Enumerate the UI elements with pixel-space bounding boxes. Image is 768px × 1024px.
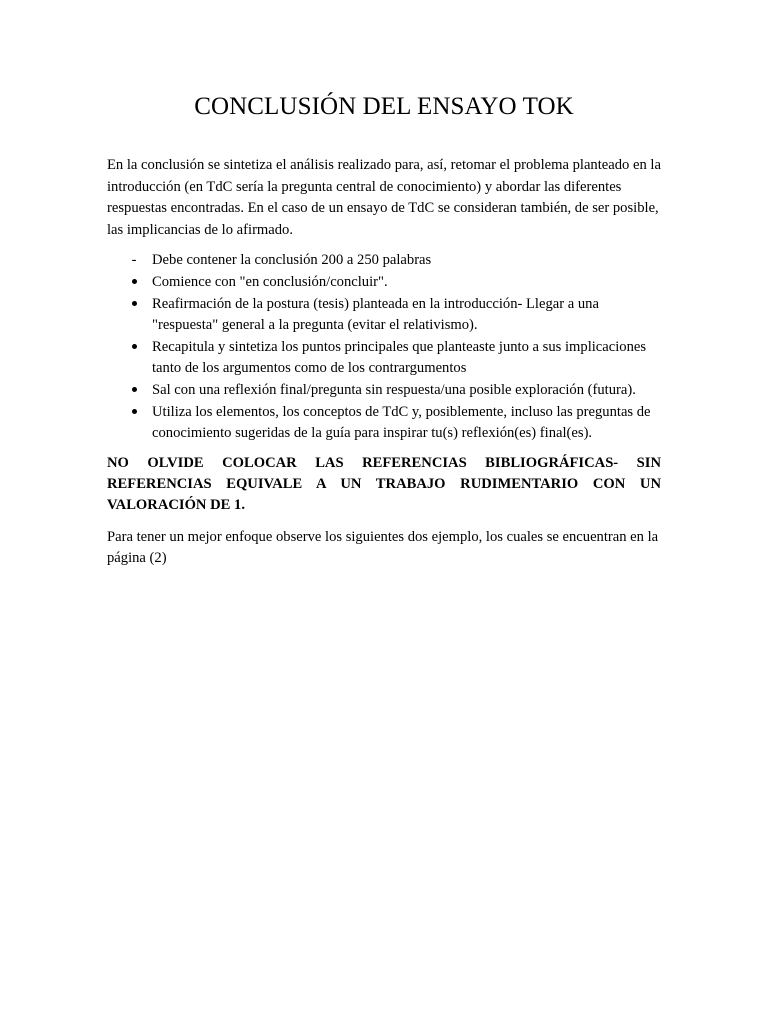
intro-paragraph: En la conclusión se sintetiza el análisis realizado para, así, retomar el problema planteado en la introducción (en TdC sería la pregunta central de conocimiento) y abordar las diferentes respuestas encontradas. En el caso de un ensayo de TdC se consideran también, de ser posible, las implicancias de lo afirmado.	[107, 157, 661, 238]
bullet-marker	[128, 402, 140, 423]
list-item-text: Reafirmación de la postura (tesis) planteada en la introducción- Llegar a una "respuesta" general a la pregunta (evitar el relativismo).	[152, 296, 599, 333]
bullet-marker	[128, 272, 140, 293]
references-warning: NO OLVIDE COLOCAR LAS REFERENCIAS BIBLIOGRÁFICAS- SIN REFERENCIAS EQUIVALE A UN TRABAJO RUDIMENTARIO CON UN VALORACIÓN DE 1.	[107, 455, 661, 513]
list-item	[107, 337, 661, 379]
list-item-text: Utiliza los elementos, los conceptos de TdC y, posiblemente, incluso las preguntas de conocimiento sugeridas de la guía para inspirar tu(s) reflexión(es) final(es).	[152, 404, 651, 441]
list-item-text: Comience con "en conclusión/concluir".	[152, 274, 388, 290]
bullet-marker	[128, 294, 140, 315]
list-item	[107, 402, 661, 444]
list-item-text: Recapitula y sintetiza los puntos principales que planteaste junto a sus implicaciones tanto de los argumentos como de los contrargumentos	[152, 339, 647, 376]
bullet-marker	[128, 380, 140, 401]
dash-marker: -	[131, 252, 137, 268]
list-item-text: Sal con una reflexión final/pregunta sin respuesta/una posible exploración (futura).	[152, 382, 636, 398]
page-title: CONCLUSIÓN DEL ENSAYO TOK	[194, 93, 574, 120]
bullet-list	[107, 250, 661, 444]
list-item	[107, 250, 661, 271]
list-item-text: Debe contener la conclusión 200 a 250 palabras	[152, 252, 432, 268]
bullet-marker	[128, 337, 140, 358]
list-item	[107, 272, 661, 293]
list-item	[107, 380, 661, 401]
list-item	[107, 294, 661, 336]
closing-note: Para tener un mejor enfoque observe los siguientes dos ejemplo, los cuales se encuentran en la página (2)	[107, 529, 659, 566]
